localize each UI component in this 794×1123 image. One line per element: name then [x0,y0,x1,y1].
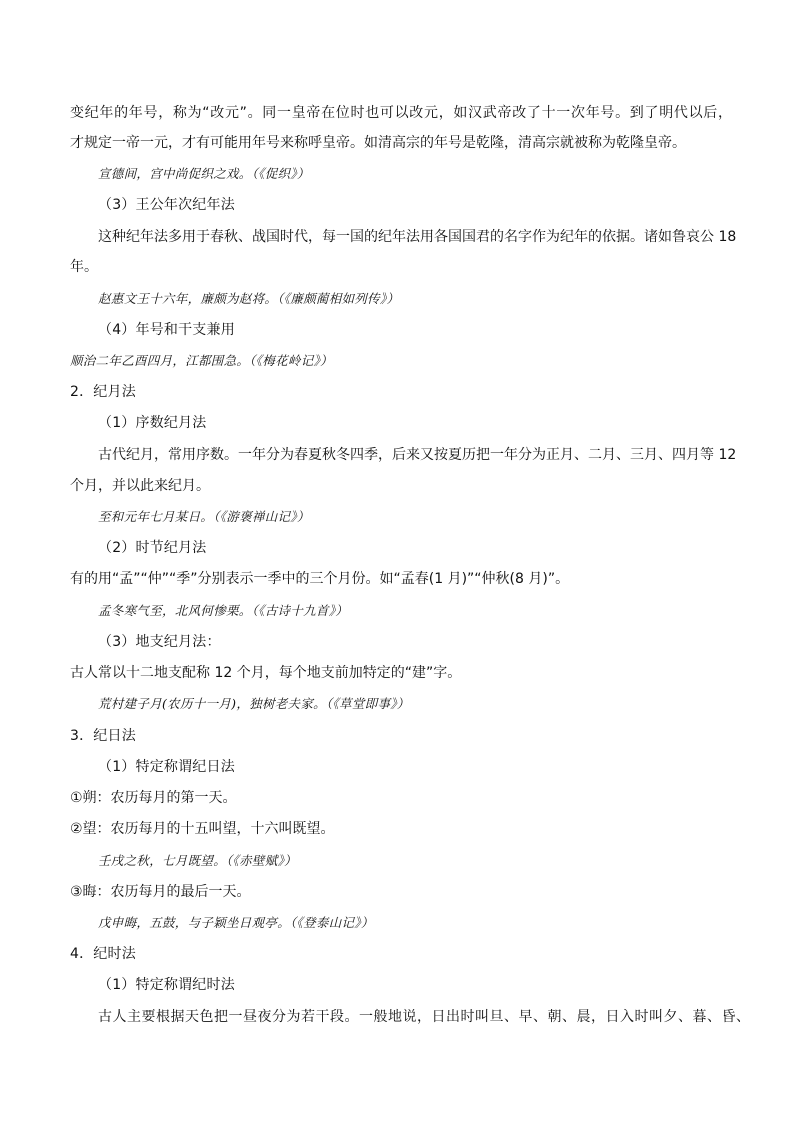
example-quote: 戊申晦，五鼓，与子颖坐日观亭。（《登泰山记》） [98,915,374,930]
body-text-line: ③晦：农历每月的最后一天。 [70,884,251,900]
body-text-line: 古人常以十二地支配称 12 个月，每个地支前加特定的“建”字。 [70,665,462,681]
example-quote: 壬戌之秋，七月既望。（《赤壁赋》） [98,853,297,868]
section-heading: 4．纪时法 [70,946,136,962]
example-quote: 孟冬寒气至，北风何惨栗。（《古诗十九首》） [98,603,349,618]
body-text-line: 古代纪月，常用序数。一年分为春夏秋冬四季，后来又按夏历把一年分为正月、二月、三月、四月等 12 [98,447,737,463]
section-heading: 3．纪日法 [70,728,136,744]
body-text-line: ②望：农历每月的十五叫望，十六叫既望。 [70,821,335,837]
body-text-line: 年。 [70,259,98,275]
body-text-line: 古人主要根据天色把一昼夜分为若干段。一般地说，日出时叫旦、早、朝、晨，日入时叫夕、暮、昏、 [98,1009,751,1025]
example-quote: 宣德间，宫中尚促织之戏。（《促织》） [98,166,310,181]
example-quote: 至和元年七月某日。（《游褒禅山记》） [98,509,310,524]
body-text-line: 有的用“孟”“仲”“季”分别表示一季中的三个月份。如“孟春(1 月)”“仲秋(8 月)”。 [70,571,570,587]
body-text-line: 这种纪年法多用于春秋、战国时代，每一国的纪年法用各国国君的名字作为纪年的依据。诸如鲁哀公 18 [98,229,737,245]
subsection-heading: （3）地支纪月法： [98,634,221,650]
subsection-heading: （1）特定称谓纪时法 [98,977,235,993]
subsection-heading: （4）年号和干支兼用 [98,322,235,338]
body-text-line: 个月，并以此来纪月。 [70,478,210,494]
body-text-line: 才规定一帝一元，才有可能用年号来称呼皇帝。如清高宗的年号是乾隆，清高宗就被称为乾隆皇帝。 [70,135,686,151]
section-heading: 2．纪月法 [70,384,136,400]
subsection-heading: （1）序数纪月法 [98,415,207,431]
subsection-heading: （2）时节纪月法 [98,540,207,556]
example-quote: 赵惠文王十六年，廉颇为赵将。（《廉颇蔺相如列传》） [98,291,400,306]
body-text-line: ①朔：农历每月的第一天。 [70,790,237,806]
body-text-line: 变纪年的年号，称为“改元”。同一皇帝在位时也可以改元，如汉武帝改了十一次年号。到了明代以后， [70,105,733,121]
subsection-heading: （3）王公年次纪年法 [98,197,235,213]
subsection-heading: （1）特定称谓纪日法 [98,759,235,775]
example-quote: 荒村建子月(农历十一月)，独树老夫家。（《草堂即事》） [98,696,410,711]
example-quote: 顺治二年乙酉四月，江都围急。（《梅花岭记》） [70,353,333,368]
